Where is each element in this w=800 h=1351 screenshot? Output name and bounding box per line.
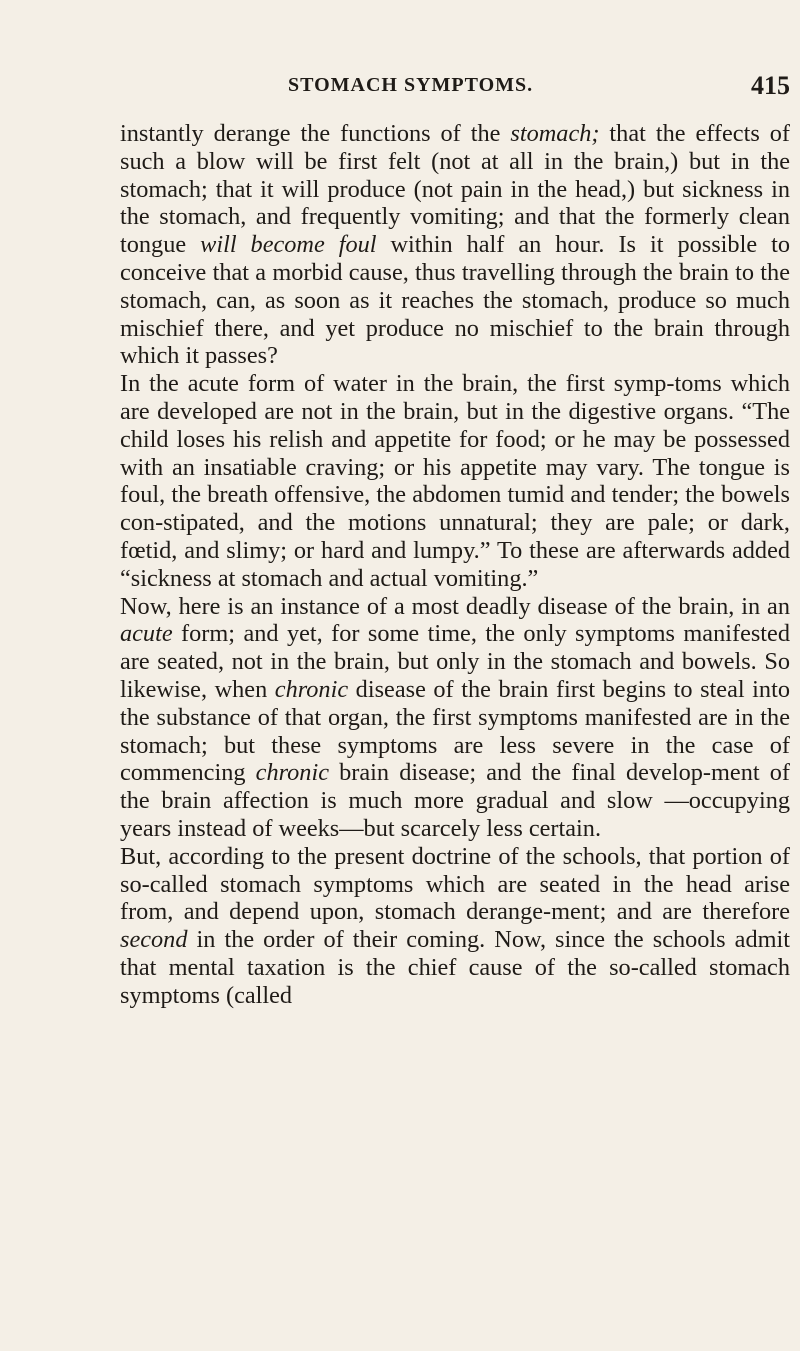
running-title: STOMACH SYMPTOMS. (288, 74, 534, 96)
page-number: 415 (751, 71, 790, 100)
running-header (120, 71, 790, 104)
text-run: form; and yet, for some time, the only symptoms manifested are seated, not in the brain, but only in the stomach and bowels. So likewise, when (120, 620, 790, 703)
italic-text-run: will become foul (200, 231, 377, 259)
text-run: brain disease; and the final develop-ment of the brain affection is much more gradual and slow —occupying years instead of weeks—but scarcely less certain. (120, 759, 790, 842)
italic-text-run: acute (120, 620, 173, 648)
paragraph-2 (120, 370, 790, 592)
text-run: disease of the brain first begins to steal into the substance of that organ, the first symptoms manifested are in the stomach; but these symptoms are less severe in the case of commencing (120, 675, 790, 787)
text-run: in the order of their coming. Now, since the schools admit that mental taxation is the chief cause of the so-called stomach symptoms (called (120, 926, 790, 1009)
italic-text-run: chronic (274, 675, 349, 703)
text-run: instantly derange the functions of the (120, 120, 511, 147)
paragraph-1 (120, 120, 790, 370)
paragraph-3 (120, 593, 790, 843)
text-run: that the effects of such a blow will be first felt (not at all in the brain,) but in the stomach; that it will produce (not pain in the head,) but sickness in the stomach, and frequently vomiting; and that the formerly clean tongue (120, 120, 790, 259)
text-run: In the acute form of water in the brain, the first symp-toms which are developed are not in the brain, but in the digestive organs. “The child loses his relish and appetite for food; or he may be possessed with an insatiable craving; or his appetite may vary. The tongue is foul, the breath offensive, the abdomen tumid and tender; the bowels con-stipated, and the motions unnatural; they are pale; or dark, fœtid, and slimy; or hard and lumpy.” To these are afterwards added “sickness at stomach and actual vomiting.” (120, 370, 790, 592)
body-text (120, 120, 790, 1010)
text-run: within half an hour. Is it possible to conceive that a morbid cause, thus travelling through the brain to the stomach, can, as soon as it reaches the stomach, produce so much mischief there, and yet produce no mischief to the brain through which it passes? (120, 231, 790, 370)
text-run: But, according to the present doctrine of the schools, that portion of so-called stomach symptoms which are seated in the head arise from, and depend upon, stomach derange-ment; and are therefore (120, 842, 790, 926)
italic-text-run: second (120, 926, 188, 954)
italic-text-run: chronic (255, 759, 329, 787)
paragraph-4 (120, 843, 790, 1010)
italic-text-run: stomach; (510, 120, 600, 147)
text-run: Now, here is an instance of a most deadly disease of the brain, in an (120, 592, 790, 620)
